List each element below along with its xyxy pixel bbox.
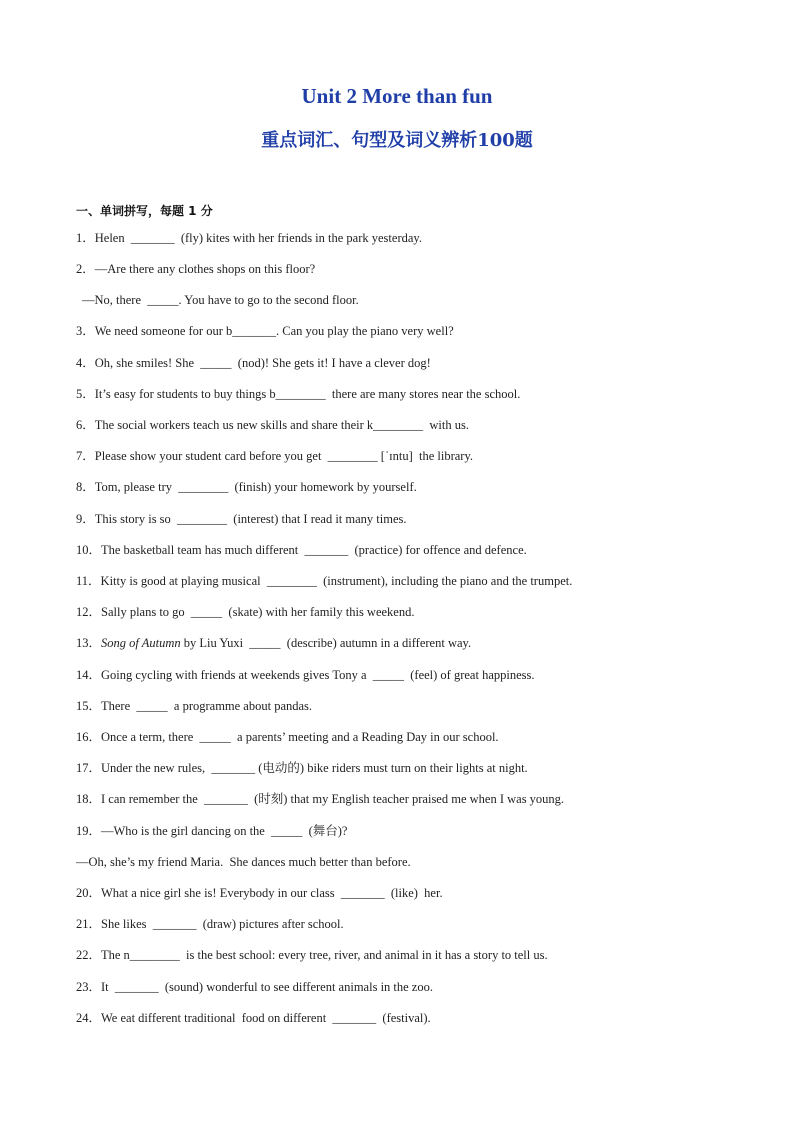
question-19-answer: —Oh, she’s my friend Maria. She dances much better than before. [76, 855, 411, 869]
document-title: Unit 2 More than fun [301, 84, 493, 108]
question-20: 20．What a nice girl she is! Everybody in our class _______ (like) her. [76, 886, 443, 900]
question-10: 10．The basketball team has much different _______ (practice) for offence and defence. [76, 543, 527, 557]
question-13 [76, 635, 471, 651]
question-2-answer: —No, there _____. You have to go to the second floor. [82, 293, 359, 307]
question-11: 11．Kitty is good at playing musical ________ (instrument), including the piano and the trumpet. [76, 574, 573, 588]
question-18: 18．I can remember the _______ (时刻) that my English teacher praised me when I was young. [76, 792, 565, 806]
question-17: 17．Under the new rules, _______ (电动的) bike riders must turn on their lights at night. [76, 761, 528, 775]
question-2: 2．—Are there any clothes shops on this floor? [76, 262, 316, 276]
question-5: 5．It’s easy for students to buy things b________ there are many stores near the school. [76, 387, 521, 401]
question-13-rest: by Liu Yuxi _____ (describe) autumn in a different way. [180, 636, 472, 650]
question-15: 15．There _____ a programme about pandas. [76, 699, 313, 713]
question-3: 3．We need someone for our b_______. Can you play the piano very well? [76, 324, 454, 338]
question-21: 21．She likes _______ (draw) pictures after school. [76, 917, 344, 931]
question-13-number: 13． [76, 636, 102, 650]
question-8: 8．Tom, please try ________ (finish) your homework by yourself. [76, 480, 417, 494]
question-9: 9．This story is so ________ (interest) that I read it many times. [76, 512, 407, 526]
question-14: 14．Going cycling with friends at weekends gives Tony a _____ (feel) of great happiness. [76, 668, 535, 682]
question-4: 4．Oh, she smiles! She _____ (nod)! She gets it! I have a clever dog! [76, 356, 431, 370]
question-19: 19．—Who is the girl dancing on the _____ (舞台)? [76, 824, 348, 838]
question-24: 24．We eat different traditional food on different _______ (festival). [76, 1011, 431, 1025]
question-1: 1．Helen _______ (fly) kites with her friends in the park yesterday. [76, 231, 422, 245]
question-13-title: Song of Autumn [101, 636, 181, 650]
question-16: 16．Once a term, there _____ a parents’ meeting and a Reading Day in our school. [76, 730, 499, 744]
section-heading: 一、单词拼写，每题 1 分 [76, 204, 213, 218]
question-22: 22．The n________ is the best school: every tree, river, and animal in it has a story to tell us. [76, 948, 548, 962]
question-7: 7．Please show your student card before you get ________ [ˈɪntu] the library. [76, 449, 474, 463]
question-6: 6．The social workers teach us new skills and share their k________ with us. [76, 418, 469, 432]
question-23: 23．It _______ (sound) wonderful to see different animals in the zoo. [76, 980, 433, 994]
document-subtitle: 重点词汇、句型及词义辨析100题 [261, 130, 533, 151]
question-12: 12．Sally plans to go _____ (skate) with her family this weekend. [76, 605, 415, 619]
